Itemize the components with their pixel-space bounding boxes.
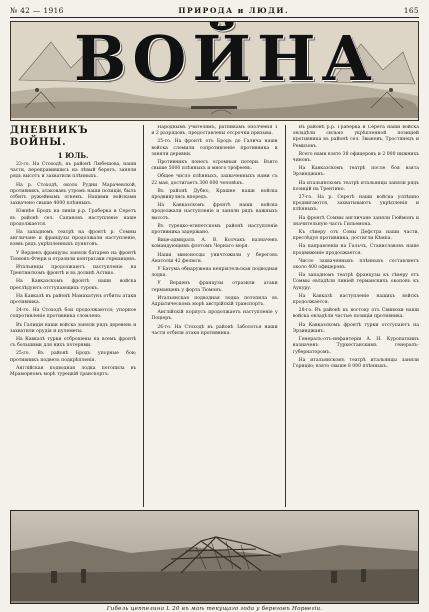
paragraph: На западномъ театрѣ французы къ сѣверу отъ Соммы овладѣли линіей германскихъ окоповъ къ Аукуру.	[292, 273, 419, 291]
paragraph: 25-го. Въ районѣ Бродъ упорные бои; противникъ подвезъ подкрѣпленія.	[10, 351, 137, 363]
paragraph: Общее число плѣнныхъ, захваченныхъ нами съ 22 мая, достигаетъ 300 000 человѣкъ.	[151, 174, 278, 186]
zeppelin-wreck-image	[11, 511, 418, 601]
paragraph: У Верденъ французы заняли батарею на фронтѣ Тіомонъ-Флери и отразили контратаки германцевъ.	[10, 250, 137, 262]
paragraph: Вице-адмиралъ А. В. Колчакъ назначенъ командующимъ флотомъ Чернаго моря.	[151, 238, 278, 250]
paragraph: На направленіи на Гальчъ, Станиславовъ наше продвиженіе продолжается.	[292, 244, 419, 256]
paragraph: На Кавказскомъ фронтѣ наши войска преслѣдуютъ отступающихъ турокъ.	[10, 279, 137, 291]
paragraph: На Кавказскомъ театрѣ после боя взята Эрзинджанъ.	[292, 166, 419, 178]
masthead-banner	[10, 21, 419, 121]
paragraph: Итальянцы продолжаютъ наступленіе на Трентинскомъ фронтѣ и въ долинѣ Астико.	[10, 265, 137, 277]
paragraph: 26-го. На Стоходѣ въ районѣ Заболотья наши части отбили атаки противника.	[151, 324, 278, 336]
paragraph: Итальянская подводная лодка потопила въ Адріатическомъ морѣ австрійскій транспортъ.	[151, 295, 278, 308]
paragraph: Число захваченныхъ плѣнныхъ составляетъ около 400 офицеровъ.	[292, 258, 419, 271]
paragraph: 24-го. На Стоходѣ бои продолжаются; упорное сопротивленіе противника сломлено.	[10, 308, 137, 320]
paragraph: Въ районѣ Дубно, Крашне наши войска продвинулись впередъ.	[151, 188, 278, 201]
paragraph: Къ сѣверу отъ Сомы Дефстра наши части, преслѣдуя противника, достигли Кѣмпа.	[292, 230, 419, 242]
magazine-title: ПРИРОДА и ЛЮДИ.	[178, 6, 290, 15]
paragraph: 23-го. На Стоходѣ, въ районѣ Любешова, наши части, переправившись на лѣвый берегъ, заняли рядъ высотъ и захватили плѣнныхъ.	[10, 162, 137, 180]
paragraph: Противникъ понесъ огромныя потери. Взято свыше 5000 плѣнныхъ и много трофеевъ.	[151, 160, 278, 172]
paragraph: Наши миноносцы уничтожили у береговъ Анатоліи 42 фелюги.	[151, 252, 278, 264]
paragraph: На р. Стоходѣ, около Рудни Марачевской, противникъ, атаковавъ утромъ наши позиціи, былъ отбитъ ружейнымъ огнемъ. Нашими войсками захвачено свыше 4000 плѣнныхъ.	[10, 182, 137, 207]
paragraph: Генералъ-отъ-инфантеріи А. Н. Куропаткинъ назначенъ Туркестанскимъ генералъ-губернаторомъ.	[292, 337, 419, 355]
column-2	[151, 125, 277, 507]
column-1	[10, 125, 136, 507]
paragraph: Англійскій корпусъ продолжаетъ наступленіе у Поціеръ.	[151, 310, 278, 322]
column-divider	[143, 125, 144, 507]
issue-number: № 42 — 1916	[10, 6, 64, 15]
column-3	[293, 125, 419, 507]
paragraph: Англійская подводная лодка потопила въ Мраморномъ морѣ турецкій транспортъ.	[10, 365, 137, 378]
paragraph: У Батума обнаружена непріятельская подводная лодка.	[151, 267, 278, 279]
paragraph: Народнымъ учителямъ, ратникамъ ополченія 1 и 2 разрядовъ, предоставлены отсрочки призыва.	[151, 125, 278, 137]
paragraph: На итальянскомъ театрѣ итальянцы заняли Горицію; взято свыше 8 000 плѣнныхъ.	[292, 357, 419, 369]
paragraph: 27-го. На р. Серетѣ наши войска успѣшно продвигаются, захватываютъ укрѣпленія и плѣнныхъ.	[292, 195, 419, 213]
paragraph: На итальянскомъ театрѣ итальянцы заняли рядъ позицій на Трентино.	[292, 180, 419, 192]
paragraph: Всего нами взято 38 офицеровъ и 2 000 нижнихъ чиновъ.	[292, 151, 419, 164]
running-header	[10, 6, 419, 18]
article-date: 1 ЮЛЬ.	[57, 151, 89, 160]
article-title: ДНЕВНИКЪ ВОЙНЫ.	[10, 125, 89, 148]
article-columns	[10, 125, 419, 507]
paragraph: Въ районѣ р.р. Граберка и Серета наши войска овладѣли сильно укрѣпленной позиціей противника въ районѣ сел. Звыневъ, Тростянецъ и Ремизовъ.	[292, 125, 419, 149]
masthead-title: ВОЙНА	[73, 22, 379, 95]
paragraph: 28-го. Въ районѣ къ востоку отъ Свинюхи наши войска овладѣли частью позиціи противника.	[292, 308, 419, 320]
paragraph: На Кавказѣ въ районѣ Мамахатунъ отбиты атаки противника.	[10, 293, 137, 306]
paragraph: На западномъ театрѣ на фронтѣ р. Соммы англичане и французы продолжали наступленіе, взявъ рядъ укрѣпленныхъ пунктовъ.	[10, 230, 137, 248]
column-divider	[285, 125, 286, 507]
paragraph: Въ турецко-египетскомъ районѣ наступленіе противника задержано.	[151, 223, 278, 236]
paragraph: 25-го. На фронтѣ отъ Бродъ до Галича наши войска сломили сопротивленіе противника и заняли деревни.	[151, 139, 278, 157]
paragraph: На Кавказѣ наступленіе нашихъ войскъ продолжается.	[292, 293, 419, 306]
paragraph: Въ Галиціи наши войска заняли рядъ деревень и захватили орудія и пулеметы.	[10, 322, 137, 334]
paragraph: На фронтѣ Соммы англичане заняли Гюймонъ и значительную часть Гильемона.	[292, 215, 419, 227]
zeppelin-photo	[10, 510, 419, 604]
paragraph: На Кавказскомъ фронтѣ турки отступаютъ на Эрзинджанъ.	[292, 322, 419, 334]
photo-caption: Гибель цеппелина L 20 въ маѣ текущаго года у береговъ Норвегіи.	[106, 606, 323, 612]
paragraph: На Кавказѣ турки отброшены на всемъ фронтѣ съ большими для нихъ потерями.	[10, 337, 137, 349]
paragraph: Южнѣе Бродъ на линіи р.р. Граберка и Серетъ въ районѣ сел. Сапановъ наступленіе наше продолжается.	[10, 209, 137, 227]
paragraph: На Кавказскомъ фронтѣ наши войска продолжали наступленіе и заняли рядъ важныхъ высотъ.	[151, 203, 278, 221]
page-number: 165	[403, 6, 419, 15]
paragraph: У Верденъ французы отразили атаки германцевъ у форта Тіомонъ.	[151, 281, 278, 293]
